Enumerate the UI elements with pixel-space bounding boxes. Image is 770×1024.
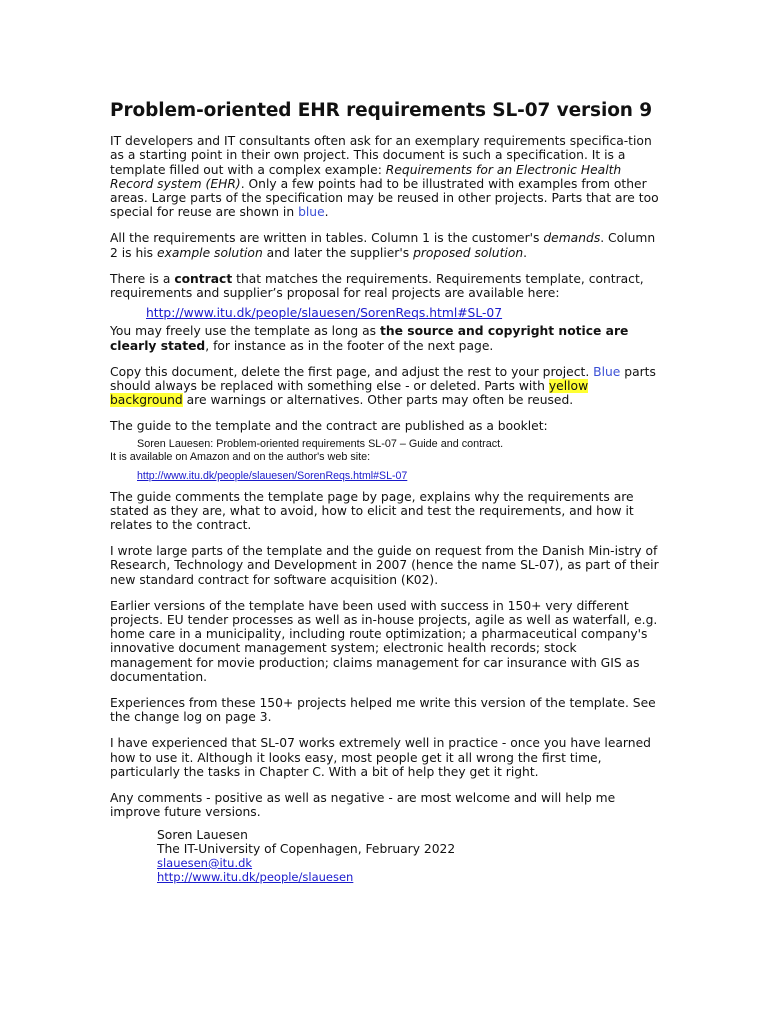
text: . Column 2 is his — [110, 231, 656, 260]
text: . Only a few points had to be illustrated with examples from other areas. Large parts of the specification may be reused in other projects. Parts that are too special for reuse are shown in — [110, 176, 659, 220]
bold-text: contract — [174, 271, 233, 286]
text: and later the supplier's — [262, 245, 414, 260]
contract-paragraph — [110, 272, 662, 300]
document-title: Problem-oriented EHR requirements SL-07 version 9 — [110, 100, 652, 121]
italic-text: demands — [543, 231, 601, 246]
copy-paragraph — [110, 365, 662, 408]
italic-text: proposed solution — [413, 245, 524, 260]
availability-note: It is available on Amazon and on the author's web site: — [110, 450, 371, 463]
guide-link-row — [137, 470, 662, 483]
intro-paragraph — [110, 134, 662, 219]
projects-paragraph: Earlier versions of the template have been used with success in 150+ very different projects. EU tender processes as well as in-house projects, agile as well as waterfall, e.g. home care in a municipality, including route optimization; a pharmaceutical company's innovative document management system; electronic health records; stock management for movie production; claims management for car insurance with GIS as documentation. — [110, 598, 658, 684]
signature-block — [157, 828, 662, 885]
guide-paragraph: The guide to the template and the contract are published as a booklet: — [110, 419, 548, 434]
text: , for instance as in the footer of the next page. — [205, 338, 494, 353]
blue-text: Blue — [593, 364, 621, 379]
text: . — [523, 245, 528, 260]
guide-link[interactable]: http://www.itu.dk/people/slauesen/SorenReqs.html#SL-07 — [137, 469, 408, 482]
italic-text: Requirements for an Electronic Health Record system (EHR) — [110, 162, 622, 191]
history-paragraph: I wrote large parts of the template and the guide on request from the Danish Min-istry of Research, Technology and Development in 2007 (hence the name SL-07), as part of their new standard contract for software acquisition (K02). — [110, 544, 659, 587]
experience-paragraph: Experiences from these 150+ projects helped me write this version of the template. See the change log on page 3. — [110, 696, 656, 725]
document-page — [110, 100, 662, 884]
author-affiliation: The IT-University of Copenhagen, February 2022 — [157, 841, 456, 856]
italic-text: example solution — [157, 245, 263, 260]
text: Copy this document, delete the first page, and adjust the rest to your project. — [110, 364, 594, 379]
book-reference: Soren Lauesen: Problem-oriented requirements SL-07 – Guide and contract. — [137, 437, 504, 450]
tables-paragraph — [110, 231, 662, 259]
reqs-link[interactable]: http://www.itu.dk/people/slauesen/SorenReqs.html#SL-07 — [146, 306, 503, 321]
text: You may freely use the template as long as — [110, 324, 380, 339]
blue-text: blue — [298, 205, 325, 220]
text: All the requirements are written in tables. Column 1 is the customer's — [110, 231, 544, 246]
text: . — [324, 205, 329, 220]
comments-paragraph: Any comments - positive as well as negative - are most welcome and will help me improve future versions. — [110, 791, 616, 820]
usage-paragraph — [110, 324, 662, 352]
author-email-link[interactable]: slauesen@itu.dk — [157, 855, 253, 870]
guide-description-paragraph: The guide comments the template page by page, explains why the requirements are stated as they are, what to avoid, how to elicit and test the requirements, and how it relates to the contract. — [110, 489, 634, 533]
practice-paragraph: I have experienced that SL-07 works extremely well in practice - once you have learned how to use it. Although it looks easy, most people get it all wrong the first time, particularly the tasks in Chapter C. With a bit of help they get it right. — [110, 736, 651, 779]
text: parts should always be replaced with something else - or deleted. Parts with — [110, 364, 656, 394]
reqs-link-row — [146, 306, 662, 320]
text: IT developers and IT consultants often ask for an exemplary requirements specifica-tion as a starting point in their own project. This document is such a specification. It is a template filled out with a complex example: — [110, 134, 652, 177]
yellow-highlight-text: yellow background — [110, 379, 589, 408]
author-name: Soren Lauesen — [157, 827, 248, 842]
text: There is a — [110, 271, 175, 286]
text: that matches the requirements. Requirements template, contract, requirements and supplier’s proposal for real projects are available here: — [110, 271, 644, 301]
author-website-link[interactable]: http://www.itu.dk/people/slauesen — [157, 870, 354, 885]
text: are warnings or alternatives. Other parts may often be reused. — [182, 393, 574, 408]
bold-text: the source and copyright notice are clearly stated — [110, 324, 629, 353]
